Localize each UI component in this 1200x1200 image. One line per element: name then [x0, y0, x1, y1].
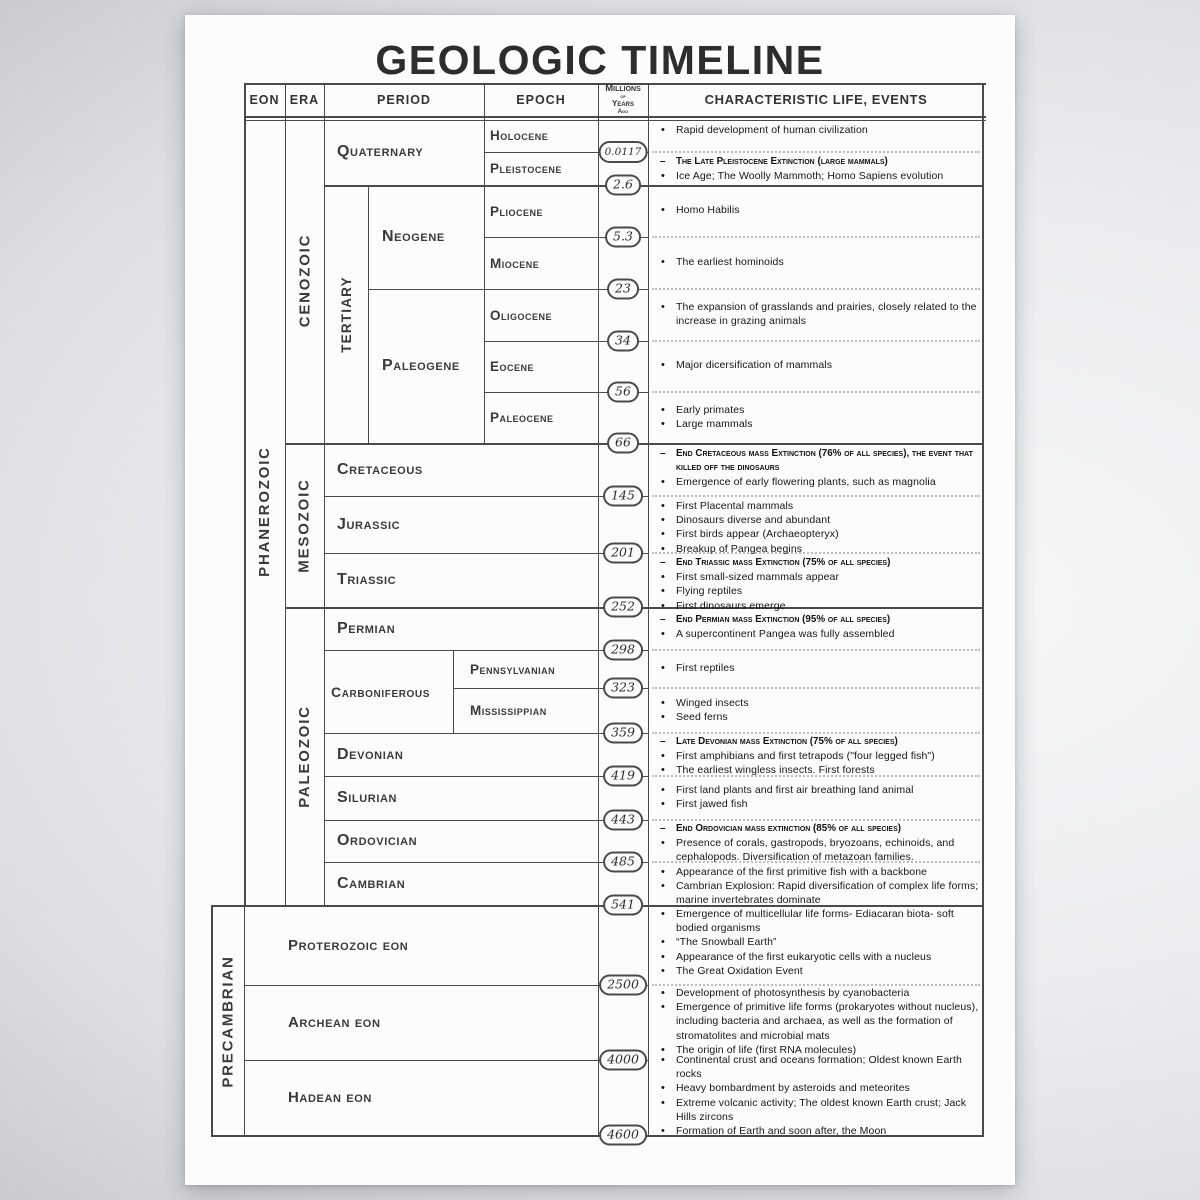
dotted-separator: [652, 649, 980, 651]
event-item: • Heavy bombardment by asteroids and meteorites: [648, 1081, 984, 1095]
precambrian-row-hadean: Hadean eon: [288, 1089, 372, 1106]
period-cell-triassic: Triassic: [337, 571, 397, 588]
event-item: • First small-sized mammals appear: [648, 570, 984, 584]
events-group-eocene: [648, 358, 984, 372]
event-item: • The earliest hominoids: [648, 255, 984, 269]
event-item: • Continental crust and oceans formation; Oldest known Earth rocks: [648, 1053, 984, 1081]
grid-line: [598, 83, 599, 1135]
mya-badge-443: 443: [603, 810, 643, 831]
event-item: • Homo Habilis: [648, 203, 984, 217]
events-group-devonian: [648, 735, 984, 778]
period-cell-paleogene: Paleogene: [382, 357, 460, 374]
events-group-oligocene: [648, 300, 984, 328]
mya-badge-419: 419: [603, 766, 643, 787]
grid-line: [484, 83, 485, 443]
events-group-archean: [648, 986, 984, 1057]
event-item: • Formation of Earth and soon after, the Moon: [648, 1124, 984, 1138]
event-item: • First reptiles: [648, 661, 984, 675]
header-characteristic-life-events: CHARACTERISTIC LIFE, EVENTS: [704, 92, 928, 107]
era-cell-mesozoic: MESOZOIC: [296, 477, 313, 573]
event-item-extinction: – End Permian mass Extinction (95% of all species): [648, 613, 984, 627]
events-group-jurassic: [648, 499, 984, 556]
mya-badge-201: 201: [603, 543, 643, 564]
events-group-pliocene: [648, 203, 984, 217]
event-item-extinction: – The Late Pleistocene Extinction (large mammals): [648, 155, 984, 169]
mya-badge-66: 66: [607, 433, 639, 454]
header-mya-line: Years: [611, 99, 634, 109]
epoch-cell-eocene: Eocene: [490, 359, 535, 374]
mya-badge-252: 252: [603, 597, 643, 618]
events-group-triassic: [648, 556, 984, 613]
event-item: • First Placental mammals: [648, 499, 984, 513]
events-group-holocene: [648, 123, 984, 137]
eon-cell-phanerozoic: PHANEROZOIC: [256, 446, 274, 577]
precambrian-row-proterozoic: Proterozoic eon: [288, 936, 409, 954]
event-item: • First land plants and first air breathing land animal: [648, 783, 984, 797]
epoch-cell-miocene: Miocene: [490, 255, 540, 271]
eon-cell-precambrian: PRECAMBRIAN: [219, 954, 237, 1088]
mya-badge-4000: 4000: [599, 1050, 647, 1071]
event-item: • The Great Oxidation Event: [648, 964, 984, 978]
events-group-ordovician: [648, 822, 984, 865]
mya-badge-0-0117: 0.0117: [599, 141, 648, 163]
dotted-separator: [652, 391, 980, 393]
header-millions-of-years-ago: [598, 83, 648, 116]
event-item: • Appearance of the first eukaryotic cells with a nucleus: [648, 950, 984, 964]
period-cell-permian: Permian: [337, 619, 396, 637]
dotted-separator: [652, 151, 980, 153]
event-item: • Cambrian Explosion: Rapid diversification of complex life forms; marine invertebrates dominate: [648, 879, 984, 907]
epoch-cell-mississippian: Mississippian: [470, 703, 547, 718]
period-cell-silurian: Silurian: [337, 789, 398, 806]
event-item-extinction: – End Cretaceous mass Extinction (76% of all species), the event that killed off the dinosaurs: [648, 447, 984, 475]
epoch-cell-oligocene: Oligocene: [490, 307, 553, 323]
events-group-mississippian: [648, 696, 984, 724]
mya-badge-359: 359: [603, 723, 643, 744]
precambrian-row-archean: Archean eon: [288, 1014, 381, 1031]
event-item-extinction: – Late Devonian mass Extinction (75% of all species): [648, 735, 984, 749]
header-eon: EON: [249, 92, 280, 107]
events-group-hadean: [648, 1053, 984, 1138]
event-item: • “The Snowball Earth”: [648, 935, 984, 949]
events-group-silurian: [648, 783, 984, 811]
grid-line: [453, 650, 454, 733]
header-period: PERIOD: [377, 92, 431, 107]
event-item: • Emergence of early flowering plants, such as magnolia: [648, 475, 984, 489]
epoch-cell-holocene: Holocene: [490, 127, 549, 143]
period-cell-carboniferous: Carboniferous: [331, 683, 431, 700]
header-mya-line: Ago: [617, 108, 629, 115]
mya-badge-298: 298: [603, 640, 643, 661]
dotted-separator: [652, 288, 980, 290]
mya-badge-145: 145: [603, 486, 643, 507]
period-cell-devonian: Devonian: [337, 745, 404, 763]
events-group-permian: [648, 613, 984, 641]
mya-badge-2-6: 2.6: [605, 175, 641, 196]
events-group-paleocene: [648, 403, 984, 431]
event-item: • First amphibians and first tetrapods ("four legged fish"): [648, 749, 984, 763]
event-item: • Emergence of primitive life forms (prokaryotes without nucleus), including bacteria and archaea, as well as the formation of stromatolites and microbial mats: [648, 1000, 984, 1043]
event-item: • First jawed fish: [648, 797, 984, 811]
events-group-cambrian: [648, 865, 984, 908]
events-group-cretaceous: [648, 447, 984, 490]
dotted-separator: [652, 687, 980, 689]
event-item: • Appearance of the first primitive fish with a backbone: [648, 865, 984, 879]
event-item-extinction: – End Ordovician mass extinction (85% of all species): [648, 822, 984, 836]
era-cell-cenozoic: CENOZOIC: [296, 233, 314, 328]
geologic-timeline-poster: [185, 15, 1015, 1185]
dotted-separator: [652, 495, 980, 497]
mya-badge-56: 56: [607, 382, 639, 403]
mya-badge-2500: 2500: [599, 975, 647, 996]
dotted-separator: [652, 236, 980, 238]
event-item: • Development of photosynthesis by cyanobacteria: [648, 986, 984, 1000]
event-item: • Emergence of multicellular life forms- Ediacaran biota- soft bodied organisms: [648, 907, 984, 935]
subera-cell-tertiary: TERTIARY: [338, 275, 354, 353]
event-item: • Major dicersification of mammals: [648, 358, 984, 372]
event-item: • Flying reptiles: [648, 584, 984, 598]
mya-badge-4600: 4600: [599, 1125, 647, 1146]
event-item: • Winged insects: [648, 696, 984, 710]
period-cell-cretaceous: Cretaceous: [337, 460, 423, 478]
event-item-extinction: – End Triassic mass Extinction (75% of all species): [648, 556, 984, 570]
mya-badge-34: 34: [607, 331, 639, 352]
event-item: • A supercontinent Pangea was fully assembled: [648, 627, 984, 641]
header-era: ERA: [289, 92, 320, 107]
event-item: • Rapid development of human civilization: [648, 123, 984, 137]
event-item: • Presence of corals, gastropods, bryozoans, echinoids, and cephalopods. Diversification of metazoan families.: [648, 836, 984, 864]
event-item: • The earliest wingless insects. First forests: [648, 763, 984, 777]
events-group-proterozoic: [648, 907, 984, 978]
period-cell-quaternary: Quaternary: [337, 142, 424, 160]
event-item: • First dinosaurs emerge: [648, 599, 984, 613]
era-cell-paleozoic: PALEOZOIC: [296, 704, 313, 808]
header-mya-line: Millions: [605, 83, 641, 95]
event-item: • Breakup of Pangea begins: [648, 542, 984, 556]
event-item: • The origin of life (first RNA molecules): [648, 1043, 984, 1057]
mya-badge-5-3: 5.3: [605, 227, 641, 248]
dotted-separator: [652, 819, 980, 821]
header-mya-line: of: [620, 93, 626, 100]
dotted-separator: [652, 732, 980, 734]
period-cell-jurassic: Jurassic: [337, 515, 401, 533]
event-item: • Dinosaurs diverse and abundant: [648, 513, 984, 527]
mya-badge-485: 485: [603, 852, 643, 873]
epoch-cell-pliocene: Pliocene: [490, 203, 544, 219]
period-cell-ordovician: Ordovician: [337, 832, 418, 849]
dotted-separator: [652, 340, 980, 342]
header-epoch: EPOCH: [516, 92, 566, 107]
mya-badge-323: 323: [603, 678, 643, 699]
event-item: • Extreme volcanic activity; The oldest known Earth crust; Jack Hills zircons: [648, 1096, 984, 1124]
period-cell-neogene: Neogene: [382, 228, 445, 245]
page-title: GEOLOGIC TIMELINE: [375, 37, 825, 83]
event-item: • Early primates: [648, 403, 984, 417]
event-item: • Large mammals: [648, 417, 984, 431]
epoch-cell-paleocene: Paleocene: [490, 410, 554, 425]
event-item: • Ice Age; The Woolly Mammoth; Homo Sapiens evolution: [648, 169, 984, 183]
event-item: • Seed ferns: [648, 710, 984, 724]
epoch-cell-pleistocene: Pleistocene: [490, 161, 562, 176]
period-cell-cambrian: Cambrian: [337, 874, 406, 892]
event-item: • The expansion of grasslands and prairies, closely related to the increase in grazing animals: [648, 300, 984, 328]
events-group-pennsylvanian: [648, 661, 984, 675]
mya-badge-541: 541: [603, 895, 643, 916]
event-item: • First birds appear (Archaeopteryx): [648, 527, 984, 541]
mya-badge-23: 23: [607, 279, 639, 300]
events-group-miocene: [648, 255, 984, 269]
grid-line: [368, 185, 369, 443]
epoch-cell-pennsylvanian: Pennsylvanian: [470, 661, 556, 677]
events-group-pleistocene: [648, 155, 984, 183]
